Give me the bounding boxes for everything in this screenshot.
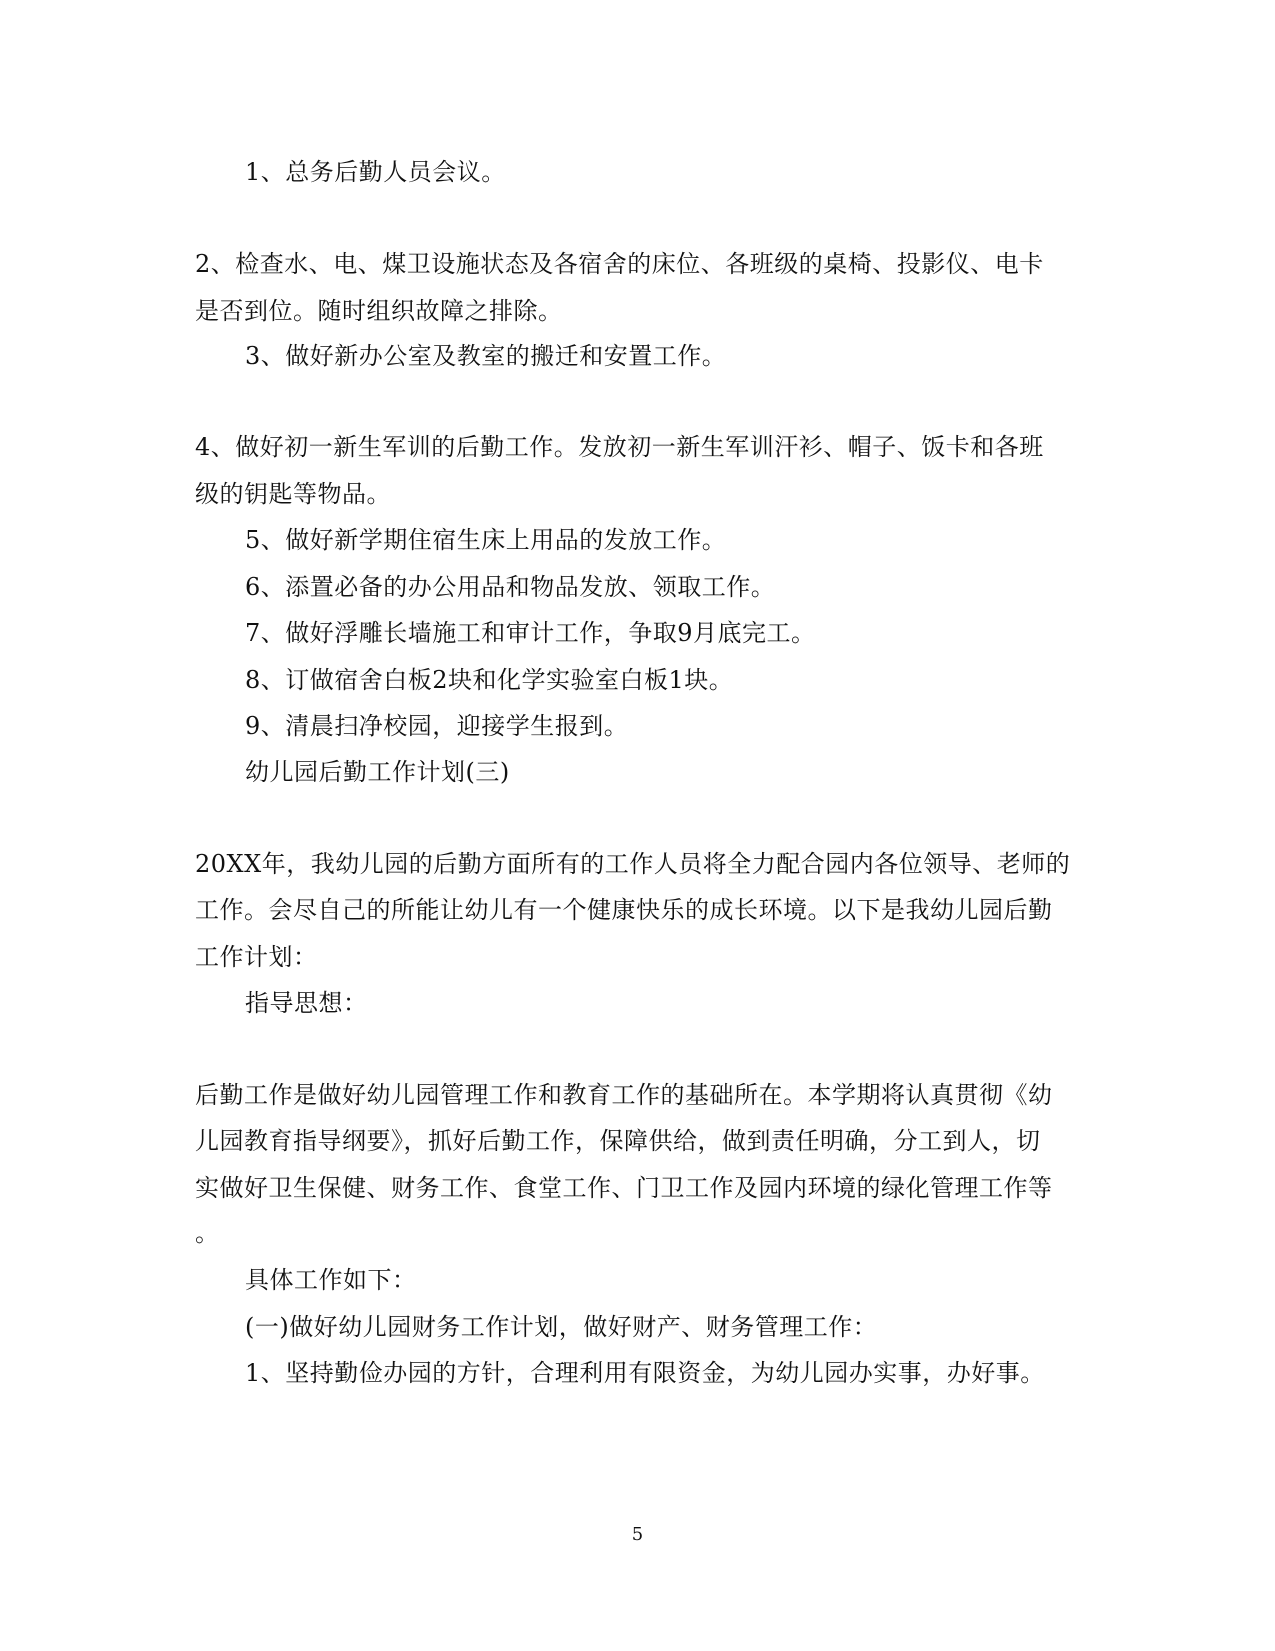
text-line: 7、做好浮雕长墙施工和审计工作，争取9月底完工。 (245, 619, 816, 647)
text-line: 工作。会尽自己的所能让幼儿有一个健康快乐的成长环境。以下是我幼儿园后勤 (195, 896, 1053, 924)
text-line: 1、总务后勤人员会议。 (245, 158, 506, 186)
text-line: 8、订做宿舍白板2块和化学实验室白板1块。 (245, 666, 734, 694)
text-line: 5、做好新学期住宿生床上用品的发放工作。 (245, 526, 727, 554)
text-line: 是否到位。随时组织故障之排除。 (195, 297, 563, 325)
text-line: 9、清晨扫净校园，迎接学生报到。 (245, 712, 629, 740)
text-line: 后勤工作是做好幼儿园管理工作和教育工作的基础所在。本学期将认真贯彻《幼 (195, 1081, 1053, 1109)
text-line: 。 (195, 1219, 220, 1247)
text-line: 具体工作如下： (245, 1266, 417, 1294)
section-heading: 幼儿园后勤工作计划(三) (245, 758, 510, 786)
text-line: 实做好卫生保健、财务工作、食堂工作、门卫工作及园内环境的绿化管理工作等 (195, 1174, 1053, 1202)
text-line: 3、做好新办公室及教室的搬迁和安置工作。 (245, 342, 727, 370)
text-line: 6、添置必备的办公用品和物品发放、领取工作。 (245, 573, 776, 601)
text-line: 2、检查水、电、煤卫设施状态及各宿舍的床位、各班级的桌椅、投影仪、电卡 (195, 250, 1044, 278)
text-line: 工作计划： (195, 943, 318, 971)
text-line: 儿园教育指导纲要》，抓好后勤工作，保障供给，做到责任明确，分工到人，切 (195, 1127, 1041, 1155)
text-line: 20XX年，我幼儿园的后勤方面所有的工作人员将全力配合园内各位领导、老师的 (195, 850, 1071, 878)
subheading: 指导思想： (245, 989, 368, 1017)
text-line: 级的钥匙等物品。 (195, 480, 391, 508)
text-line: 4、做好初一新生军训的后勤工作。发放初一新生军训汗衫、帽子、饭卡和各班 (195, 433, 1044, 461)
text-line: 1、坚持勤俭办园的方针，合理利用有限资金，为幼儿园办实事，办好事。 (245, 1359, 1045, 1387)
page-number: 5 (631, 1524, 644, 1545)
text-line: (一)做好幼儿园财务工作计划，做好财产、财务管理工作： (245, 1313, 878, 1341)
